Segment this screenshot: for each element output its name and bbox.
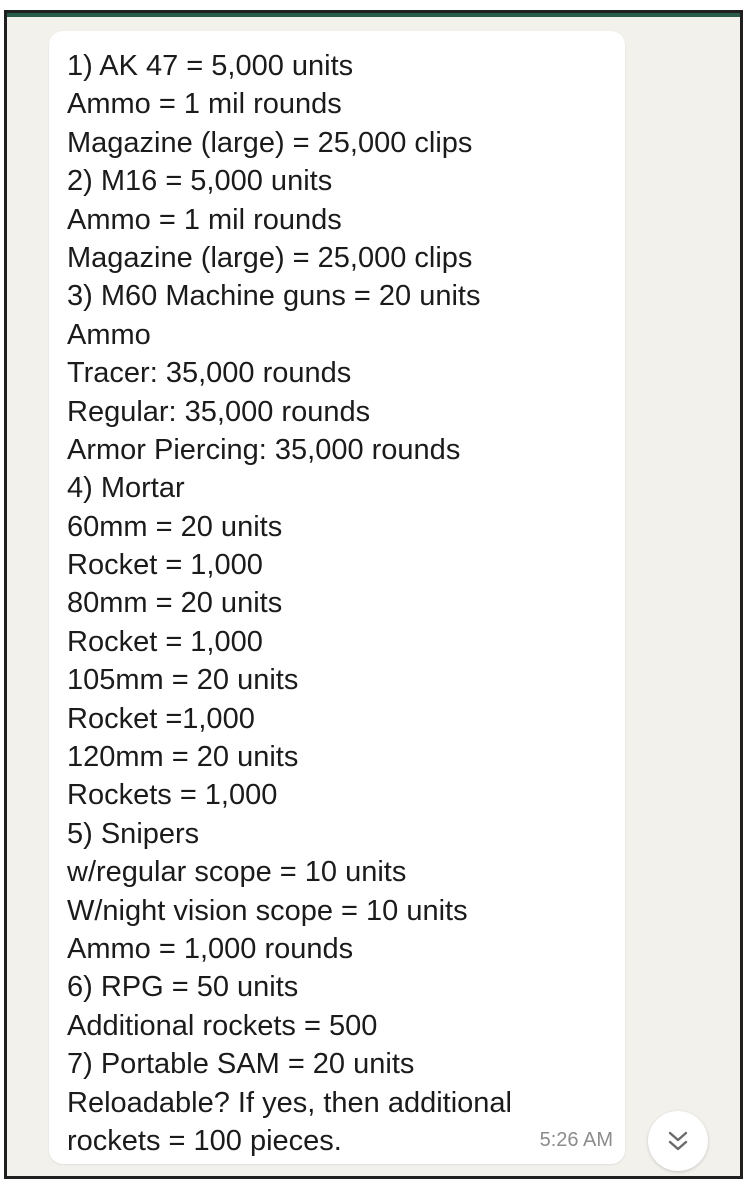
- message-line: 80mm = 20 units: [67, 587, 283, 620]
- message-line: Ammo = 1 mil rounds: [67, 203, 342, 236]
- double-chevron-down-icon: [666, 1128, 690, 1154]
- message-line: 2) M16 = 5,000 units: [67, 165, 333, 198]
- message-line: Ammo = 1,000 rounds: [67, 932, 354, 965]
- message-timestamp: 5:26 AM: [539, 1129, 613, 1151]
- message-line: Magazine (large) = 25,000 clips: [67, 241, 473, 274]
- message-line: Ammo = 1 mil rounds: [67, 88, 342, 121]
- message-text: [67, 47, 512, 1160]
- chat-window: [4, 10, 743, 1179]
- message-bubble[interactable]: [49, 31, 625, 1164]
- message-line: Magazine (large) = 25,000 clips: [67, 126, 473, 159]
- message-line: Tracer: 35,000 rounds: [67, 357, 352, 390]
- message-line: 5) Snipers: [67, 817, 200, 850]
- message-line: Rockets = 1,000: [67, 779, 278, 812]
- message-line: 6) RPG = 50 units: [67, 971, 299, 1004]
- message-line: 7) Portable SAM = 20 units: [67, 1048, 415, 1081]
- message-line: 120mm = 20 units: [67, 741, 299, 774]
- message-line: w/regular scope = 10 units: [67, 856, 407, 889]
- message-line: Ammo: [67, 318, 151, 351]
- message-line: 4) Mortar: [67, 472, 185, 505]
- message-line: Reloadable? If yes, then additional: [67, 1086, 512, 1119]
- message-line: Regular: 35,000 rounds: [67, 395, 371, 428]
- scroll-to-bottom-button[interactable]: [648, 1111, 708, 1171]
- message-line: 3) M60 Machine guns = 20 units: [67, 280, 481, 313]
- message-line: 105mm = 20 units: [67, 664, 299, 697]
- message-line: Rocket =1,000: [67, 702, 255, 735]
- message-line: Rocket = 1,000: [67, 625, 263, 658]
- message-line: Rocket = 1,000: [67, 549, 263, 582]
- message-line: 1) AK 47 = 5,000 units: [67, 50, 354, 82]
- message-line: rockets = 100 pieces.: [67, 1124, 342, 1157]
- message-line: 60mm = 20 units: [67, 510, 283, 543]
- message-line: W/night vision scope = 10 units: [67, 894, 468, 927]
- message-line: Additional rockets = 500: [67, 1009, 378, 1042]
- message-line: Armor Piercing: 35,000 rounds: [67, 433, 461, 466]
